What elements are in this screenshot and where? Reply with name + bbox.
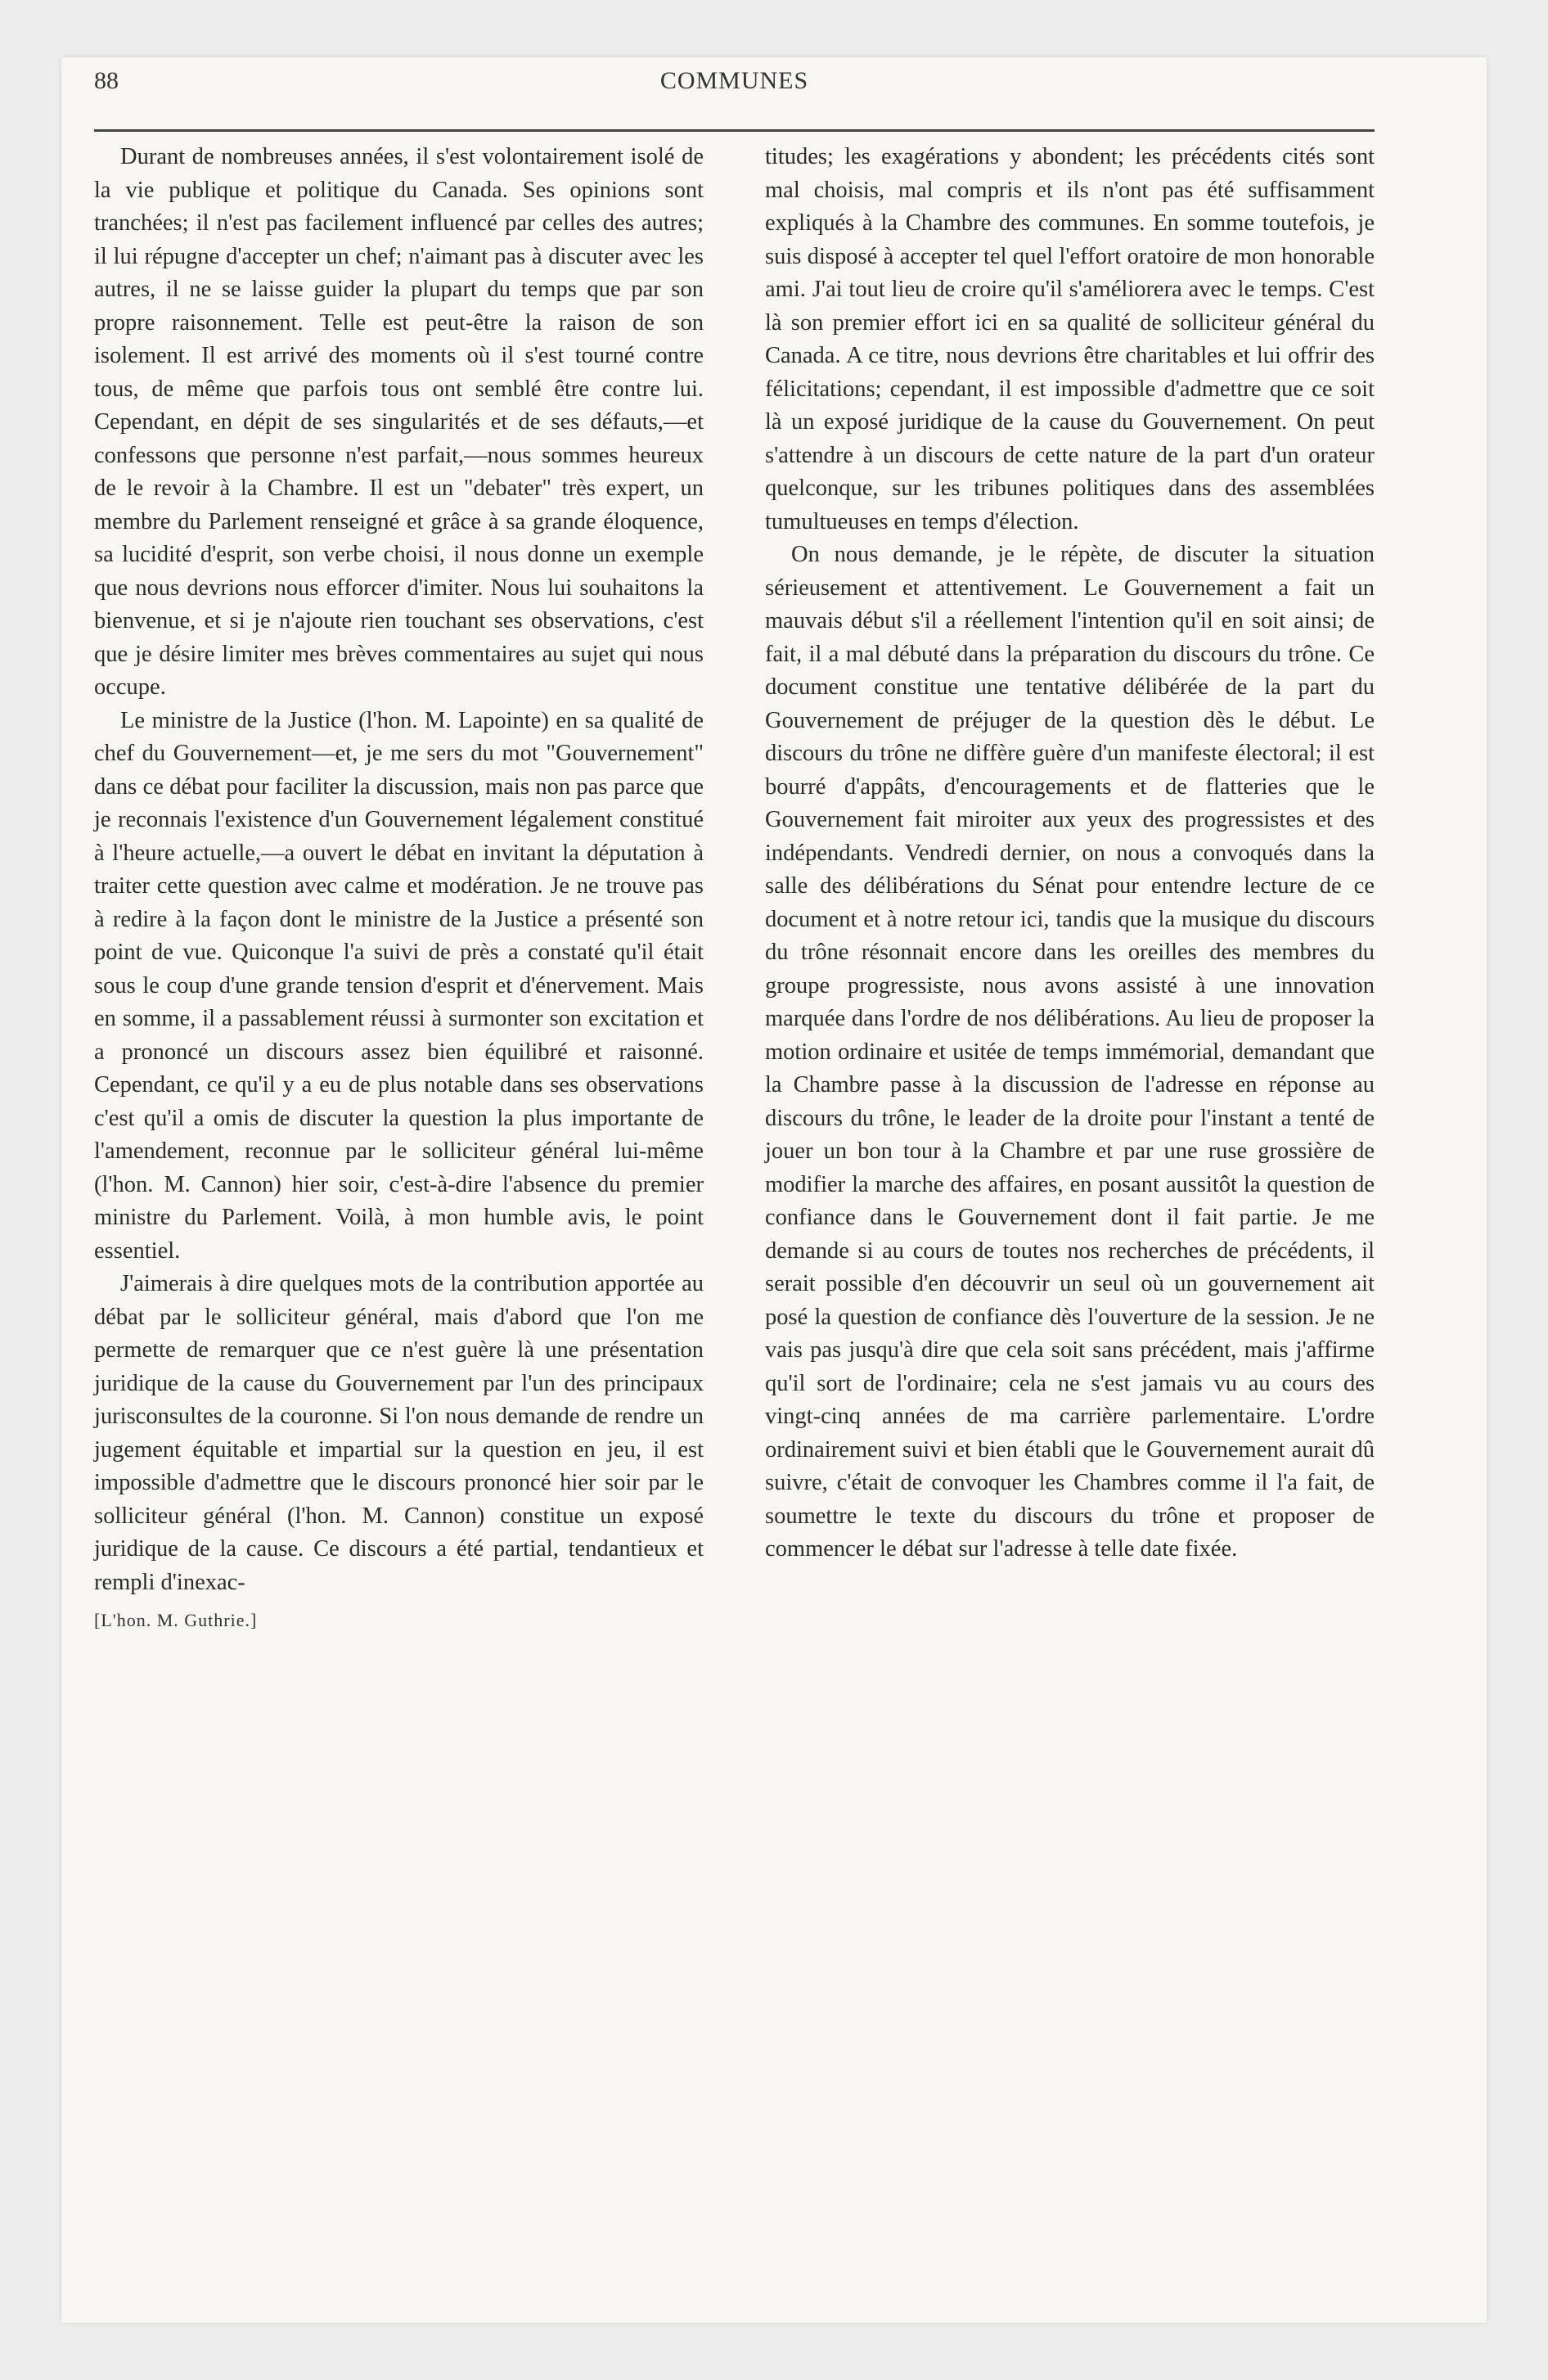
right-column bbox=[765, 141, 1375, 1566]
page-number: 88 bbox=[94, 67, 119, 94]
paragraph: Le ministre de la Justice (l'hon. M. Lapointe) en sa qualité de chef du Gouvernement—et, je me sers du mot "Gouvernement" dans ce débat pour faciliter la discussion, mais non pas parce que je reconnais l'existence d'un Gouvernement légalement constitué à l'heure actuelle,—a ouvert le débat en invitant la députation à traiter cette question avec calme et modération. Je ne trouve pas à redire à la façon dont le ministre de la Justice a présenté son point de vue. Quiconque l'a suivi de près a constaté qu'il était sous le coup d'une grande tension d'esprit et d'énervement. Mais en somme, il a passablement réussi à surmonter son excitation et a prononcé un discours assez bien équilibré et raisonné. Cependant, ce qu'il y a eu de plus notable dans ses observations c'est qu'il a omis de discuter la question la plus importante de l'amendement, reconnue par le solliciteur général lui-même (l'hon. M. Cannon) hier soir, c'est-à-dire l'absence du premier ministre du Parlement. Voilà, à mon humble avis, le point essentiel. bbox=[94, 707, 704, 1264]
speaker-attribution: [L'hon. M. Guthrie.] bbox=[94, 1610, 258, 1630]
paragraph: J'aimerais à dire quelques mots de la contribution apportée au débat par le solliciteur général, mais d'abord que l'on me permette de remarquer que ce n'est guère là une présentation juridique de la cause du Gouvernement par l'un des principaux jurisconsultes de la couronne. Si l'on nous demande de rendre un jugement équitable et impartial sur la question en jeu, il est impossible d'admettre que le discours prononcé hier soir par le solliciteur général (l'hon. M. Cannon) constitue un exposé juridique de la cause. Ce discours a été partial, tendantieux et rempli d'inexac- bbox=[94, 1271, 704, 1595]
paragraph: On nous demande, je le répète, de discuter la situation sérieusement et attentivement. Le Gouvernement a fait un mauvais début s'il a réellement l'intention qu'il en soit ainsi; de fait, il a mal débuté dans la préparation du discours du trône. Ce document constitue une tentative délibérée de la part du Gouvernement de préjuger de la question dès le début. Le discours du trône ne diffère guère d'un manifeste électoral; il est bourré d'appâts, d'encouragements et de flatteries que le Gouvernement fait miroiter aux yeux des progressistes et des indépendants. Vendredi dernier, on nous a convoqués dans la salle des délibérations du Sénat pour entendre lecture de ce document et à notre retour ici, tandis que la musique du discours du trône résonnait encore dans les oreilles des membres du groupe progressiste, nous avons assisté à une innovation marquée dans l'ordre de nos délibérations. Au lieu de proposer la motion ordinaire et usitée de temps immémorial, demandant que la Chambre passe à la discussion de l'adresse en réponse au discours du trône, le leader de la droite pour l'instant a tenté de jouer un bon tour à la Chambre et par une ruse grossière de modifier la marche des affaires, en posant aussitôt la question de confiance dans le Gouvernement dont il fait partie. Je me demande si au cours de toutes nos recherches de précédents, il serait possible d'en découvrir un seul où un gouvernement ait posé la question de confiance dès l'ouverture de la session. Je ne vais pas jusqu'à dire que cela soit sans précédent, mais j'affirme qu'il sort de l'ordinaire; cela ne s'est jamais vu au cours des vingt-cinq années de ma carrière parlementaire. L'ordre ordinairement suivi et bien établi que le Gouvernement aurait dû suivre, c'était de convoquer les Chambres comme il l'a fait, de soumettre le texte du discours du trône et proposer de commencer le débat sur l'adresse à telle date fixée. bbox=[765, 542, 1375, 1562]
left-column bbox=[94, 141, 704, 1632]
paragraph-continuation: titudes; les exagérations y abondent; les précédents cités sont mal choisis, mal compris et ils n'ont pas été suffisamment expliqués à la Chambre des communes. En somme toutefois, je suis disposé à accepter tel quel l'effort oratoire de mon honorable ami. J'ai tout lieu de croire qu'il s'améliorera avec le temps. C'est là son premier effort ici en sa qualité de solliciteur général du Canada. A ce titre, nous devrions être charitables et lui offrir des félicitations; cependant, il est impossible d'admettre que ce soit là un exposé juridique de la cause du Gouvernement. On peut s'attendre à un discours de cette nature de la part d'un orateur quelconque, sur les tribunes politiques dans des assemblées tumultueuses en temps d'élection. bbox=[765, 144, 1375, 534]
paragraph: Durant de nombreuses années, il s'est volontairement isolé de la vie publique et politique du Canada. Ses opinions sont tranchées; il n'est pas facilement influencé par celles des autres; il lui répugne d'accepter un chef; n'aimant pas à discuter avec les autres, il ne se laisse guider la plupart du temps que par son propre raisonnement. Telle est peut-être la raison de son isolement. Il est arrivé des moments où il s'est tourné contre tous, de même que parfois tous ont semblé être contre lui. Cependant, en dépit de ses singularités et de ses défauts,—et confessons que personne n'est parfait,—nous sommes heureux de le revoir à la Chambre. Il est un "debater" très expert, un membre du Parlement renseigné et grâce à sa grande éloquence, sa lucidité d'esprit, son verbe choisi, il nous donne un exemple que nous devrions nous efforcer d'imiter. Nous lui souhaitons la bienvenue, et si je n'ajoute rien touchant ses observations, c'est que je désire limiter mes brèves commentaires au sujet qui nous occupe. bbox=[94, 144, 704, 700]
header-rule bbox=[94, 129, 1375, 132]
running-head: COMMUNES bbox=[659, 67, 809, 94]
page-header bbox=[94, 67, 1375, 108]
